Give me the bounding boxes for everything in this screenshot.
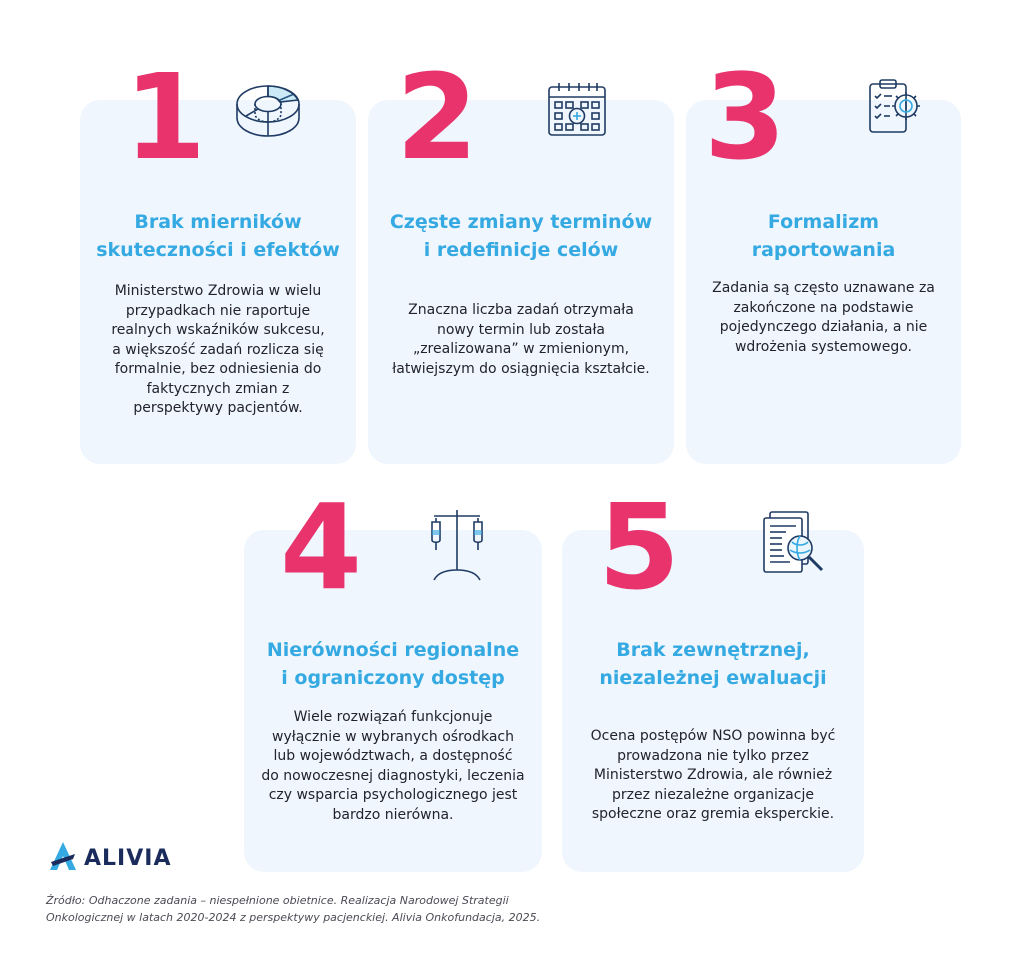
card-3-title-line: raportowania: [751, 239, 896, 261]
card-2-body-line: łatwiejszym do osiągnięcia kształcie.: [392, 360, 650, 377]
card-2-body-line: Znaczna liczba zadań otrzymała: [408, 302, 634, 318]
alivia-a-logo-icon: [48, 840, 78, 876]
card-1-title-line: Brak mierników: [134, 211, 302, 233]
source-note: [46, 892, 540, 926]
card-5-body-line: prowadzona nie tylko przez: [617, 747, 809, 764]
document-magnifier-icon: [760, 510, 830, 576]
card-1-title-line: skuteczności i efektów: [96, 239, 340, 261]
card-4-body-line: do nowoczesnej diagnostyki, leczenia: [261, 767, 525, 784]
card-1-body: [80, 282, 356, 419]
card-1-body-line: a większość zadań rozlicza się: [112, 341, 324, 358]
card-3-body-line: Zadania są często uznawane za: [712, 280, 935, 296]
card-4-body-line: bardzo nierówna.: [332, 806, 454, 823]
card-4-title-line: i ograniczony dostęp: [281, 667, 505, 689]
card-5-title: [562, 636, 864, 692]
card-5-body-line: społeczne oraz gremia eksperckie.: [591, 806, 835, 822]
clipboard-gear-icon: [866, 76, 928, 138]
card-2-body-line: „zrealizowana” w zmienionym,: [412, 341, 630, 357]
card-4-body-line: wyłącznie w wybranych ośrodkach: [272, 728, 514, 745]
card-4-body-line: lub województwach, a dostępność: [273, 748, 513, 764]
card-5-title-line: Brak zewnętrznej,: [616, 639, 810, 661]
card-1-number: 1: [124, 48, 203, 186]
card-4-title-line: Nierówności regionalne: [266, 639, 520, 661]
card-5-number: 5: [598, 478, 677, 616]
logo-text: ALIVIA: [84, 845, 172, 871]
card-4-body-line: Wiele rozwiązań funkcjonuje: [293, 709, 493, 725]
card-3-number: 3: [704, 48, 783, 186]
card-3-title: [686, 208, 961, 264]
card-5-body: [562, 727, 864, 825]
card-5-title-line: niezależnej ewaluacji: [599, 667, 827, 689]
source-line: Onkologicznej w latach 2020-2024 z perspektywy pacjenckiej. Alivia Onkofundacja, 2025.: [46, 911, 541, 924]
card-5-body-line: przez niezależne organizacje: [612, 786, 814, 803]
card-4-title: [244, 636, 542, 692]
card-3-title-line: Formalizm: [767, 211, 880, 233]
card-2-title-line: i redefinicje celów: [423, 239, 619, 261]
card-1-body-line: przypadkach nie raportuje: [125, 302, 311, 319]
alivia-logo: [48, 840, 171, 876]
card-1-body-line: Ministerstwo Zdrowia w wielu: [114, 283, 322, 299]
card-2-body-line: nowy termin lub została: [436, 321, 606, 338]
card-2-title-line: Częste zmiany terminów: [389, 211, 653, 233]
donut-chart-icon: [232, 80, 304, 142]
card-4-body-line: czy wsparcia psychologicznego jest: [268, 787, 518, 803]
card-2-title: [368, 208, 674, 264]
card-2-number: 2: [396, 48, 475, 186]
iv-drip-icon: [426, 508, 488, 582]
card-1-body-line: faktycznych zmian z: [146, 380, 290, 397]
card-1-body-line: formalnie, bez odniesienia do: [114, 361, 322, 377]
calendar-plus-icon: [546, 80, 608, 138]
card-1-title: [80, 208, 356, 264]
card-5-body-line: Ocena postępów NSO powinna być: [590, 728, 836, 744]
card-1-body-line: perspektywy pacjentów.: [133, 400, 303, 416]
card-2-body: [368, 301, 674, 379]
card-5-body-line: Ministerstwo Zdrowia, ale również: [593, 767, 833, 783]
source-line: Źródło: Odhaczone zadania – niespełnione obietnice. Realizacja Narodowej Strategii: [46, 894, 509, 907]
card-3-body: [686, 279, 961, 357]
card-3-body-line: wdrożenia systemowego.: [734, 338, 912, 355]
card-4-body: [244, 708, 542, 825]
card-3-body-line: pojedynczego działania, a nie: [719, 319, 928, 335]
card-1-body-line: realnych wskaźników sukcesu,: [111, 322, 325, 338]
card-3-body-line: zakończone na podstawie: [733, 299, 914, 316]
card-4-number: 4: [280, 478, 359, 616]
